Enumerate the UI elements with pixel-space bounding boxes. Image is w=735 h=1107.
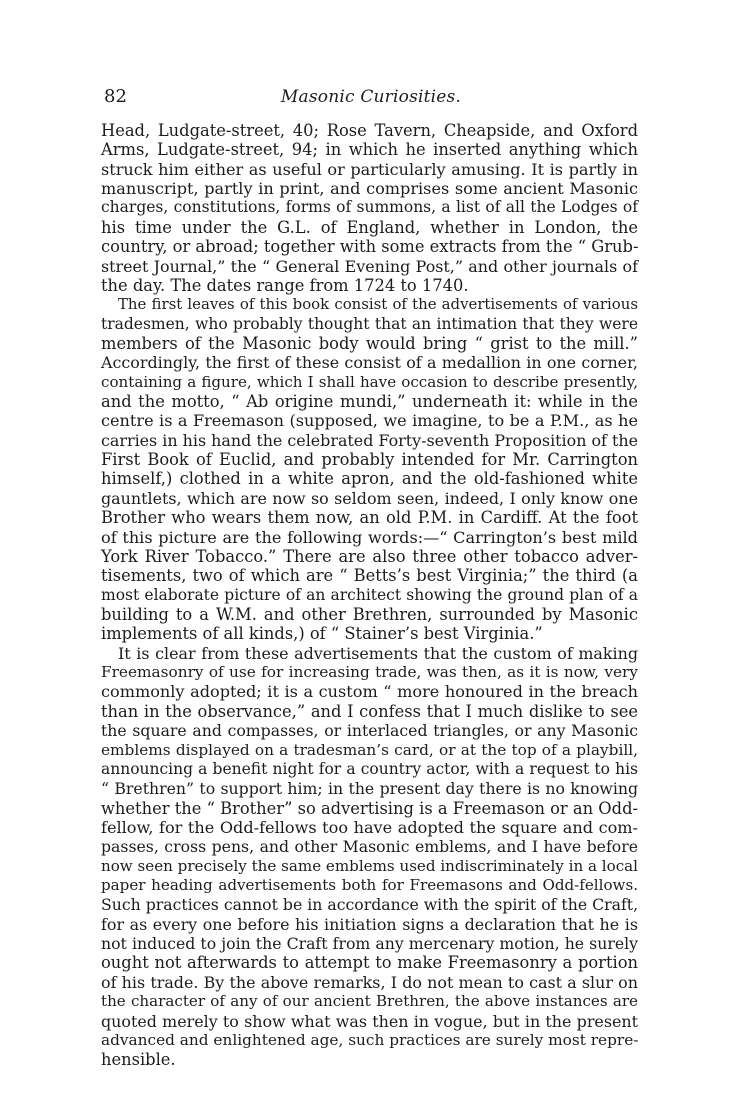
- text-line: implements of all kinds,) of “ Stainer’s best Virginia.”: [101, 624, 543, 644]
- text-line: street Journal,” the “ General Evening Post,” and other journals of: [101, 256, 638, 276]
- text-line: ought not afterwards to attempt to make Freemasonry a portion: [101, 953, 638, 973]
- text-line: paper heading advertisements both for Freemasons and Odd-fellows.: [101, 876, 638, 895]
- text-line: his time under the G.L. of England, whether in London, the: [101, 217, 638, 237]
- text-line: “ Brethren” to support him; in the present day there is no knowing: [101, 779, 638, 799]
- text-line: whether the “ Brother” so advertising is a Freemason or an Odd-: [101, 798, 638, 818]
- text-line: Brother who wears them now, an old P.M. in Cardiff. At the foot: [101, 508, 638, 528]
- text-line: country, or abroad; together with some extracts from the “ Grub-: [101, 237, 639, 257]
- text-line: tisements, two of which are “ Betts’s best Virginia;” the third (a: [101, 566, 638, 586]
- text-line: Arms, Ludgate-street, 94; in which he inserted anything which: [101, 140, 638, 160]
- text-line: than in the observance,” and I confess that I much dislike to see: [101, 701, 638, 721]
- text-line: quoted merely to show what was then in vogue, but in the present: [101, 1011, 638, 1031]
- text-line: Freemasonry of use for increasing trade, was then, as it is now, very: [101, 663, 638, 682]
- text-line: charges, constitutions, forms of summons, a list of all the Lodges of: [101, 198, 638, 217]
- text-line: the day. The dates range from 1724 to 1740.: [101, 275, 469, 295]
- text-line: Accordingly, the first of these consist of a medallion in one corner,: [101, 353, 638, 373]
- text-line: of his trade. By the above remarks, I do not mean to cast a slur on: [101, 972, 638, 992]
- text-line: First Book of Euclid, and probably intended for Mr. Carrington: [101, 450, 638, 470]
- text-line: of this picture are the following words:—“ Carrington’s best mild: [101, 527, 638, 547]
- text-line: emblems displayed on a tradesman’s card, or at the top of a playbill,: [101, 740, 638, 759]
- text-line: members of the Masonic body would bring “ grist to the mill.”: [101, 333, 638, 353]
- text-line: advanced and enlightened age, such practices are surely most repre-: [101, 1030, 639, 1049]
- text-line: the character of any of our ancient Brethren, the above instances are: [101, 992, 638, 1011]
- text-line: fellow, for the Odd-fellows too have adopted the square and com-: [101, 817, 638, 837]
- text-line: himself,) clothed in a white apron, and the old-fashioned white: [101, 469, 638, 489]
- text-line: containing a figure, which I shall have occasion to describe presently,: [101, 372, 638, 391]
- running-head: [104, 84, 638, 110]
- text-line: announcing a benefit night for a country actor, with a request to his: [101, 759, 638, 778]
- body-text: [101, 121, 638, 1070]
- text-line: commonly adopted; it is a custom “ more honoured in the breach: [101, 682, 638, 702]
- text-line: building to a W.M. and other Brethren, surrounded by Masonic: [101, 604, 638, 624]
- running-title: Masonic Curiosities.: [280, 87, 462, 107]
- text-line: Such practices cannot be in accordance with the spirit of the Craft,: [101, 895, 639, 915]
- text-line: struck him either as useful or particularly amusing. It is partly in: [101, 159, 638, 179]
- paragraph-start-line: It is clear from these advertisements that the custom of making: [118, 643, 638, 663]
- text-line: Head, Ludgate-street, 40; Rose Tavern, Cheapside, and Oxford: [101, 121, 638, 140]
- text-line: York River Tobacco.” There are also three other tobacco adver-: [101, 546, 638, 566]
- text-line: and the motto, “ Ab origine mundi,” underneath it: while in the: [101, 392, 638, 412]
- paragraph-start-line: The first leaves of this book consist of the advertisements of various: [118, 295, 638, 314]
- text-line: for as every one before his initiation signs a declaration that he is: [101, 914, 638, 934]
- text-line: tradesmen, who probably thought that an intimation that they were: [101, 314, 638, 333]
- text-line: passes, cross pens, and other Masonic emblems, and I have before: [101, 837, 638, 857]
- page-number: 82: [104, 86, 127, 107]
- text-line: not induced to join the Craft from any mercenary motion, he surely: [101, 934, 638, 954]
- text-line: carries in his hand the celebrated Forty-seventh Proposition of the: [101, 430, 639, 450]
- text-line: gauntlets, which are now so seldom seen, indeed, I only know one: [101, 488, 638, 508]
- text-line: centre is a Freemason (supposed, we imagine, to be a P.M., as he: [101, 411, 638, 431]
- text-line: now seen precisely the same emblems used indiscriminately in a local: [101, 856, 638, 875]
- text-line: the square and compasses, or interlaced triangles, or any Masonic: [101, 721, 638, 741]
- text-line: most elaborate picture of an architect showing the ground plan of a: [101, 585, 638, 604]
- text-line: hensible.: [101, 1050, 176, 1070]
- text-line: manuscript, partly in print, and comprises some ancient Masonic: [101, 179, 638, 199]
